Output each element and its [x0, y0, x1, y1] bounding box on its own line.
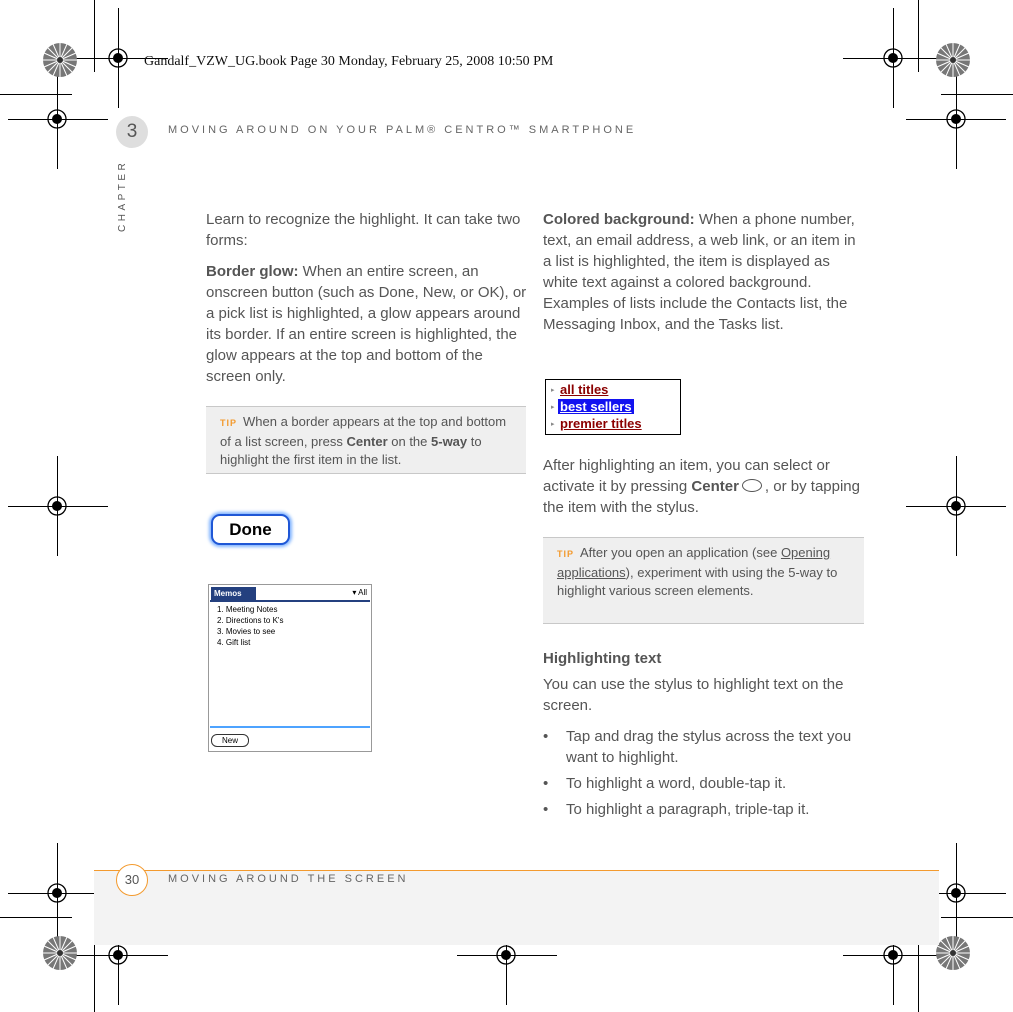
section-heading: Highlighting text	[543, 650, 662, 667]
star-target-icon	[935, 42, 971, 78]
registration-target-icon	[945, 108, 967, 130]
border-glow-term: Border glow:	[206, 263, 299, 280]
registration-target-icon	[882, 47, 904, 69]
chapter-label: CHAPTER	[117, 159, 128, 232]
footer-section-title: MOVING AROUND THE SCREEN	[168, 873, 409, 885]
memos-title: Memos	[211, 587, 256, 600]
list-item[interactable]: 4. Gift list	[217, 638, 251, 647]
registration-target-icon	[46, 108, 68, 130]
memos-screenshot	[208, 584, 372, 752]
registration-target-icon	[945, 882, 967, 904]
bullet-item: • To highlight a word, double-tap it.	[543, 773, 865, 794]
opening-applications-link[interactable]: Opening applications	[557, 545, 831, 580]
book-header: Gandalf_VZW_UG.book Page 30 Monday, February 25, 2008 10:50 PM	[144, 54, 554, 69]
list-highlight-screenshot	[545, 379, 681, 435]
registration-target-icon	[46, 882, 68, 904]
new-button[interactable]: New	[211, 734, 249, 747]
registration-target-icon	[882, 944, 904, 966]
page-number: 30	[116, 864, 148, 896]
tip-box-left: TIP When a border appears at the top and bottom of a list screen, press Center on the 5-way to highlight the first item in the list.	[206, 406, 526, 474]
tip-label: TIP	[557, 549, 575, 559]
done-button[interactable]: Done	[211, 514, 290, 545]
center-button-icon	[742, 479, 762, 492]
after-highlighting-paragraph: After highlighting an item, you can select or activate it by pressing Center , or by tapping the item with the stylus.	[543, 457, 860, 516]
highlighting-text-section	[543, 648, 865, 825]
list-item[interactable]: 2. Directions to K's	[217, 616, 284, 625]
right-column	[543, 209, 865, 335]
arrow-icon: ▸	[551, 421, 555, 428]
star-target-icon	[935, 935, 971, 971]
registration-target-icon	[107, 47, 129, 69]
memos-title-rule	[210, 600, 370, 602]
bullet-item: • To highlight a paragraph, triple-tap it.	[543, 799, 865, 820]
footer-rule	[94, 870, 939, 871]
registration-target-icon	[46, 495, 68, 517]
star-target-icon	[42, 42, 78, 78]
list-item[interactable]: premier titles	[560, 416, 642, 431]
tip-label: TIP	[220, 418, 238, 428]
left-column	[206, 209, 528, 387]
highlight-intro: You can use the stylus to highlight text on the screen.	[543, 676, 844, 714]
list-item-selected[interactable]: best sellers	[560, 399, 632, 414]
tip-box-right: TIP After you open an application (see Opening applications), experiment with using the 5-way to highlight various screen elements.	[543, 537, 864, 624]
registration-target-icon	[495, 944, 517, 966]
registration-target-icon	[107, 944, 129, 966]
list-item[interactable]: 3. Movies to see	[217, 627, 276, 636]
star-target-icon	[42, 935, 78, 971]
memos-highlight-bar	[210, 726, 370, 728]
arrow-icon: ▸	[551, 387, 555, 394]
intro-paragraph: Learn to recognize the highlight. It can take two forms:	[206, 211, 521, 249]
border-glow-paragraph	[206, 261, 528, 387]
bullet-item: • Tap and drag the stylus across the text you want to highlight.	[543, 726, 865, 768]
colored-background-paragraph	[543, 209, 865, 335]
colored-background-term: Colored background:	[543, 211, 695, 228]
arrow-icon: ▸	[551, 404, 555, 411]
list-item[interactable]: all titles	[560, 382, 609, 397]
bullet-list	[543, 726, 865, 820]
list-item[interactable]: 1. Meeting Notes	[217, 605, 278, 614]
chapter-number: 3	[116, 116, 148, 148]
colored-background-text: When a phone number, text, an email address, a web link, or an item in a list is highlighted, the item is displayed as white text against a colored background. Examples of lists include the Contacts list, the Messaging Inbox, and the Tasks list.	[543, 211, 856, 333]
registration-target-icon	[945, 495, 967, 517]
border-glow-text: When an entire screen, an onscreen button (such as Done, New, or OK), or a pick list is highlighted, a glow appears around its border. If an entire screen is highlighted, the glow appears at the top and bottom of the screen only.	[206, 263, 527, 385]
running-head: MOVING AROUND ON YOUR PALM® CENTRO™ SMARTPHONE	[168, 124, 637, 136]
memos-category[interactable]: ▾ All	[352, 588, 367, 597]
